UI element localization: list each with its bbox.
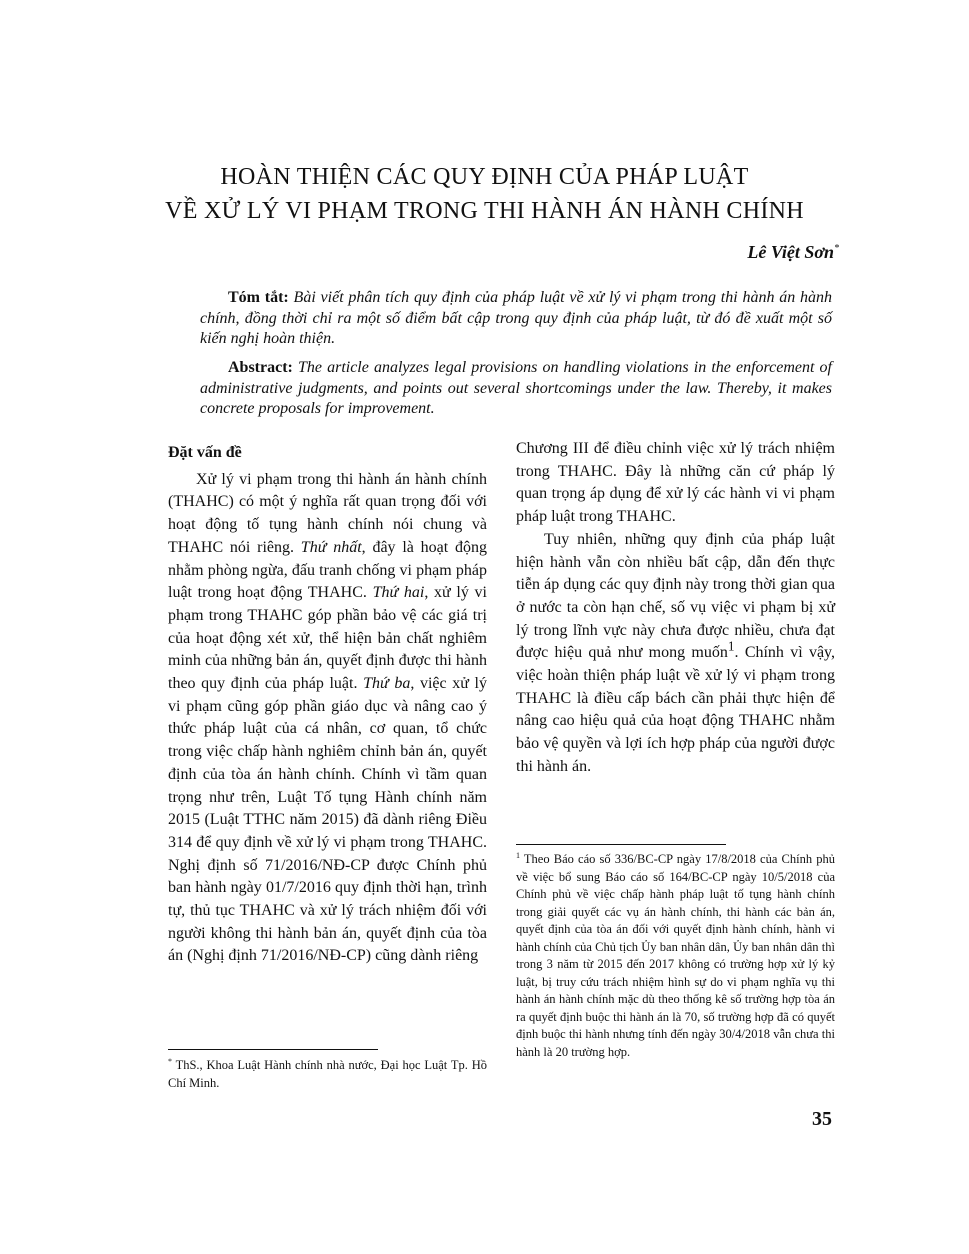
- footnote-mark: *: [168, 1056, 172, 1066]
- title-line-2: VỀ XỬ LÝ VI PHẠM TRONG THI HÀNH ÁN HÀNH CHÍNH: [165, 198, 804, 224]
- title-line-1: HOÀN THIỆN CÁC QUY ĐỊNH CỦA PHÁP LUẬT: [220, 164, 749, 190]
- author-footnote-mark: *: [834, 243, 839, 254]
- vietnamese-summary: [200, 288, 832, 350]
- left-column: [168, 442, 487, 968]
- right-column: [516, 438, 835, 779]
- body-text: , đây là hoạt động nhằm phòng ngừa, đấu tranh chống vi phạm pháp luật trong hoạt động THAHC.: [168, 538, 487, 602]
- body-text: Xử lý vi phạm trong thi hành án hành chính (THAHC) có một ý nghĩa rất quan trọng đối với hoạt động tố tụng hành chính nói chung và THAHC nói riêng.: [168, 470, 487, 556]
- emphasis-second: Thứ hai: [372, 584, 425, 602]
- english-abstract: [200, 358, 832, 420]
- footnote-text: Theo Báo cáo số 336/BC-CP ngày 17/8/2018 của Chính phủ về việc bổ sung Báo cáo số 164/BC-CP ngày 10/5/2018 của Chính phủ về việc chấp hành pháp luật tố tụng hành chính trong giải quyết các vụ án hành chính, thi hành các bản án, quyết định của tòa án đối với quyết định hành chính, hành vi hành chính của Chủ tịch Ủy ban nhân dân, Ủy ban nhân dân thì trong 3 năm từ 2015 đến 2017 không có trường hợp xử lý kỷ luật, bị truy cứu trách nhiệm hình sự do vi phạm nghĩa vụ thi hành án hành chính mặc dù theo thống kê số trường hợp tòa án ra quyết định buộc thi hành án là 70, số trường hợp đã có quyết định buộc thi hành nhưng tính đến ngày 30/4/2018 vẫn chưa thi hành là 20 trường hợp.: [516, 852, 835, 1059]
- emphasis-third: Thứ ba: [363, 675, 411, 693]
- body-text: . Chính vì vậy, việc hoàn thiện pháp luật về xử lý vi phạm trong THAHC là điều cấp bách cần phải thực hiện để nâng cao hiệu quả của hoạt động THAHC nhằm bảo vệ quyền và lợi ích hợp pháp của người được thi hành án.: [516, 644, 835, 775]
- emphasis-first: Thứ nhất: [300, 538, 362, 556]
- article-title: [0, 160, 969, 228]
- footnote-divider-left: [168, 1049, 378, 1050]
- footnote-1: [516, 851, 835, 1061]
- page-number: 35: [812, 1108, 832, 1130]
- body-paragraph: Chương III để điều chỉnh việc xử lý trách nhiệm trong THAHC. Đây là những căn cứ pháp lý quan trọng áp dụng để xử lý các hành vi vi phạm pháp luật trong THAHC.: [516, 440, 835, 526]
- body-text: Tuy nhiên, những quy định của pháp luật hiện hành vẫn còn nhiều bất cập, dẫn đến thực tiễn áp dụng các quy định này trong thời gian qua ở nước ta còn hạn chế, số vụ việc vi phạm bị xử lý trong lĩnh vực này chưa được nhiều, chưa đạt được hiệu quả như mong muốn: [516, 530, 835, 662]
- body-text: , việc xử lý vi phạm cũng góp phần giáo dục và nâng cao ý thức pháp luật của cá nhân, cơ quan, tổ chức trong việc chấp hành nghiêm chỉnh bản án, quyết định của tòa án hành chính. Chính vì tầm quan trọng như trên, Luật Tố tụng Hành chính năm 2015 (Luật TTHC năm 2015) đã dành riêng Điều 314 để quy định về xử lý vi phạm trong THAHC. Nghị định số 71/2016/NĐ-CP được Chính phủ ban hành ngày 01/7/2016 quy định thời hạn, trình tự, thủ tục THAHC và xử lý trách nhiệm đối với người không thi hành bản án, quyết định của tòa án (Nghị định 71/2016/NĐ-CP) cũng dành riêng: [168, 675, 488, 965]
- footnote-ref[interactable]: 1: [727, 639, 735, 654]
- summary-text: Bài viết phân tích quy định của pháp luật về xử lý vi phạm trong thi hành án hành chính, đồng thời chỉ ra một số điểm bất cập trong quy định của pháp luật, từ đó đề xuất một số kiến nghị hoàn thiện.: [200, 289, 833, 347]
- abstract-label: Abstract:: [228, 359, 293, 376]
- section-heading: Đặt vấn đề: [168, 444, 242, 461]
- body-paragraph: [168, 469, 487, 968]
- footnote-mark: 1: [516, 850, 520, 860]
- body-text: , xử lý vi phạm trong THAHC góp phần bảo vệ các giá trị của hoạt động xét xử, thể hiện bản chất nghiêm minh của những bản án, quyết định được thi hành theo quy định của pháp luật.: [168, 584, 487, 693]
- body-paragraph: [516, 529, 835, 779]
- author: [747, 242, 839, 263]
- abstract-text: The article analyzes legal provisions on handling violations in the enforcement of administrative judgments, and points out several shortcomings under the law. Thereby, it makes concrete proposals for improvement.: [200, 359, 833, 417]
- footnote-text: ThS., Khoa Luật Hành chính nhà nước, Đại học Luật Tp. Hồ Chí Minh.: [168, 1058, 487, 1090]
- footnote-author: [168, 1057, 487, 1092]
- footnote-divider-right: [516, 844, 726, 845]
- author-name: Lê Việt Sơn: [747, 242, 834, 262]
- summary-label: Tóm tắt:: [228, 289, 289, 306]
